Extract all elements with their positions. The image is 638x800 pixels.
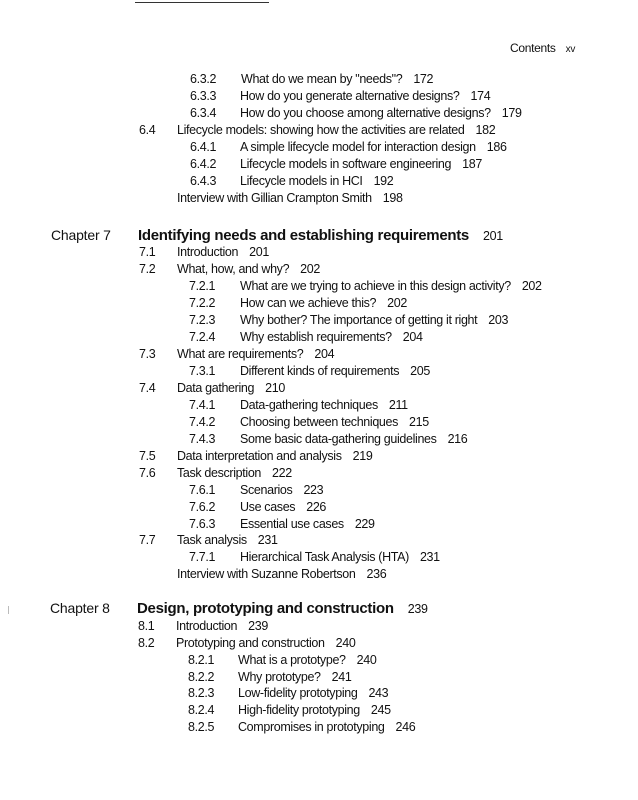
section-title-line — [240, 363, 430, 379]
page-number: 187 — [462, 157, 482, 171]
section-number: 6.3.4 — [190, 106, 217, 120]
section-title: Why bother? The importance of getting it right — [240, 313, 478, 327]
page-number: 229 — [354, 517, 375, 531]
page-number: 201 — [482, 229, 503, 243]
section-title: What are we trying to achieve in this design activity? — [240, 279, 511, 293]
running-head-title: Contents — [510, 41, 556, 55]
section-number: 7.4.3 — [189, 432, 216, 446]
section-number: 7.6 — [139, 466, 156, 480]
section-number: 8.2.2 — [188, 670, 215, 684]
section-title-line — [240, 173, 393, 189]
page-number: 203 — [488, 313, 509, 327]
section-number: 6.3.3 — [190, 89, 217, 103]
section-title-line — [240, 139, 507, 155]
section-title-line — [240, 105, 522, 121]
page-number: 231 — [257, 533, 278, 547]
page-number: 240 — [356, 653, 377, 667]
page-number: 246 — [395, 720, 416, 734]
section-title-line — [240, 156, 482, 172]
section-number: 7.2.1 — [189, 279, 216, 293]
section-number: 7.3 — [139, 347, 156, 361]
section-title: Prototyping and construction — [176, 636, 325, 650]
section-number: 6.4.3 — [190, 174, 217, 188]
running-head — [510, 41, 575, 55]
section-title-line — [177, 261, 320, 277]
section-number: 8.2.3 — [188, 686, 215, 700]
page-number: 245 — [370, 703, 391, 717]
section-title-line — [177, 532, 278, 548]
section-number: 8.2.4 — [188, 703, 215, 717]
section-title-line — [177, 346, 334, 362]
section-title-line — [240, 431, 467, 447]
section-number: 7.7 — [139, 533, 156, 547]
section-title: Task analysis — [177, 533, 247, 547]
section-title: Interview with Gillian Crampton Smith — [177, 191, 372, 205]
section-title: Compromises in prototyping — [238, 720, 385, 734]
section-number: 7.3.1 — [189, 364, 216, 378]
section-title: Introduction — [176, 619, 238, 633]
section-title: Some basic data-gathering guidelines — [240, 432, 437, 446]
section-title-line — [177, 380, 285, 396]
section-number: 7.6.3 — [189, 517, 216, 531]
section-title-line — [240, 549, 440, 565]
page-number: 201 — [249, 245, 269, 259]
section-title-line — [240, 397, 408, 413]
section-title: A simple lifecycle model for interaction design — [240, 140, 476, 154]
section-title: Lifecycle models in software engineering — [240, 157, 452, 171]
section-title: What is a prototype? — [238, 653, 346, 667]
section-title: Lifecycle models: showing how the activities are related — [177, 123, 465, 137]
section-title-line — [238, 719, 415, 735]
page-number: 239 — [248, 619, 268, 633]
page-number: 239 — [407, 602, 428, 616]
section-number: 6.4.2 — [190, 157, 217, 171]
chapter-title: Identifying needs and establishing requirements — [138, 227, 469, 244]
section-title-line — [240, 482, 323, 498]
page-number: 243 — [368, 686, 389, 700]
section-number: 7.4.2 — [189, 415, 216, 429]
section-title: What, how, and why? — [177, 262, 290, 276]
section-title-line — [177, 566, 386, 582]
section-title-line — [240, 278, 542, 294]
section-title-line — [240, 499, 326, 515]
page-number: 202 — [300, 262, 320, 276]
chapter-title-line — [138, 227, 503, 244]
section-number: 8.2.5 — [188, 720, 215, 734]
margin-mark — [8, 606, 9, 614]
page-number: 172 — [413, 72, 434, 86]
page-number: 240 — [335, 636, 356, 650]
section-title: How can we achieve this? — [240, 296, 377, 310]
page-number: 226 — [306, 500, 327, 514]
section-title-line — [240, 516, 375, 532]
section-title-line — [240, 295, 407, 311]
page-number: 205 — [410, 364, 430, 378]
section-title: Low-fidelity prototyping — [238, 686, 358, 700]
chapter-label: Chapter 7 — [51, 227, 111, 243]
section-title: Use cases — [240, 500, 296, 514]
section-title: What are requirements? — [177, 347, 304, 361]
section-title: Task description — [177, 466, 262, 480]
page-number: 186 — [486, 140, 507, 154]
section-title: How do you generate alternative designs? — [240, 89, 460, 103]
section-title: Data interpretation and analysis — [177, 449, 342, 463]
section-number: 7.6.1 — [189, 483, 216, 497]
section-title-line — [177, 190, 403, 206]
page-number: 223 — [303, 483, 324, 497]
section-title: Choosing between techniques — [240, 415, 399, 429]
section-number: 7.1 — [139, 245, 156, 259]
section-title-line — [177, 465, 292, 481]
section-title: Introduction — [177, 245, 239, 259]
page-number: 192 — [373, 174, 394, 188]
page-number: 236 — [366, 567, 387, 581]
section-number: 7.7.1 — [189, 550, 216, 564]
section-title-line — [177, 122, 495, 138]
page-number: 216 — [447, 432, 468, 446]
page-number: 204 — [314, 347, 335, 361]
chapter-title: Design, prototyping and construction — [137, 600, 394, 617]
page-number: 241 — [331, 670, 352, 684]
page-number: 231 — [419, 550, 440, 564]
section-title: Interview with Suzanne Robertson — [177, 567, 356, 581]
section-title-line — [241, 71, 433, 87]
section-number: 6.4.1 — [190, 140, 217, 154]
page-number: 211 — [388, 398, 408, 412]
page-number: 204 — [402, 330, 423, 344]
section-title-line — [240, 414, 429, 430]
section-number: 8.2.1 — [188, 653, 215, 667]
section-title-line — [238, 652, 376, 668]
section-title: Data gathering — [177, 381, 255, 395]
section-number: 7.2.2 — [189, 296, 216, 310]
section-number: 8.1 — [138, 619, 155, 633]
section-title: Lifecycle models in HCI — [240, 174, 363, 188]
section-title: Essential use cases — [240, 517, 344, 531]
section-number: 7.2.3 — [189, 313, 216, 327]
section-title: What do we mean by "needs"? — [241, 72, 403, 86]
section-title: Scenarios — [240, 483, 293, 497]
section-title-line — [240, 312, 508, 328]
section-number: 6.3.2 — [190, 72, 217, 86]
section-number: 7.4 — [139, 381, 156, 395]
section-title: Why establish requirements? — [240, 330, 392, 344]
section-number: 7.5 — [139, 449, 156, 463]
section-title: Hierarchical Task Analysis (HTA) — [240, 550, 409, 564]
section-title-line — [238, 669, 351, 685]
page-number: 182 — [475, 123, 496, 137]
page-number: 202 — [521, 279, 542, 293]
section-number: 7.2 — [139, 262, 156, 276]
page-number: 179 — [501, 106, 522, 120]
page-number: 202 — [387, 296, 407, 310]
section-number: 7.6.2 — [189, 500, 216, 514]
page-number: 210 — [265, 381, 285, 395]
section-title: Different kinds of requirements — [240, 364, 400, 378]
section-title: Data-gathering techniques — [240, 398, 378, 412]
top-rule — [135, 2, 269, 3]
section-title-line — [177, 448, 372, 464]
chapter-label: Chapter 8 — [50, 600, 110, 616]
chapter-title-line — [137, 600, 428, 617]
section-number: 7.2.4 — [189, 330, 216, 344]
page-number: 198 — [382, 191, 403, 205]
section-title: High-fidelity prototyping — [238, 703, 360, 717]
section-title-line — [240, 329, 423, 345]
section-title-line — [176, 618, 268, 634]
page-number: 174 — [470, 89, 491, 103]
running-head-page: xv — [565, 44, 576, 55]
section-number: 7.4.1 — [189, 398, 216, 412]
section-title-line — [177, 244, 269, 260]
page-number: 222 — [272, 466, 292, 480]
section-title-line — [238, 685, 388, 701]
section-title: Why prototype? — [238, 670, 321, 684]
section-title-line — [176, 635, 355, 651]
section-title: How do you choose among alternative designs? — [240, 106, 491, 120]
section-number: 8.2 — [138, 636, 155, 650]
page-number: 215 — [409, 415, 429, 429]
section-title-line — [238, 702, 391, 718]
section-number: 6.4 — [139, 123, 156, 137]
page-number: 219 — [352, 449, 373, 463]
section-title-line — [240, 88, 490, 104]
